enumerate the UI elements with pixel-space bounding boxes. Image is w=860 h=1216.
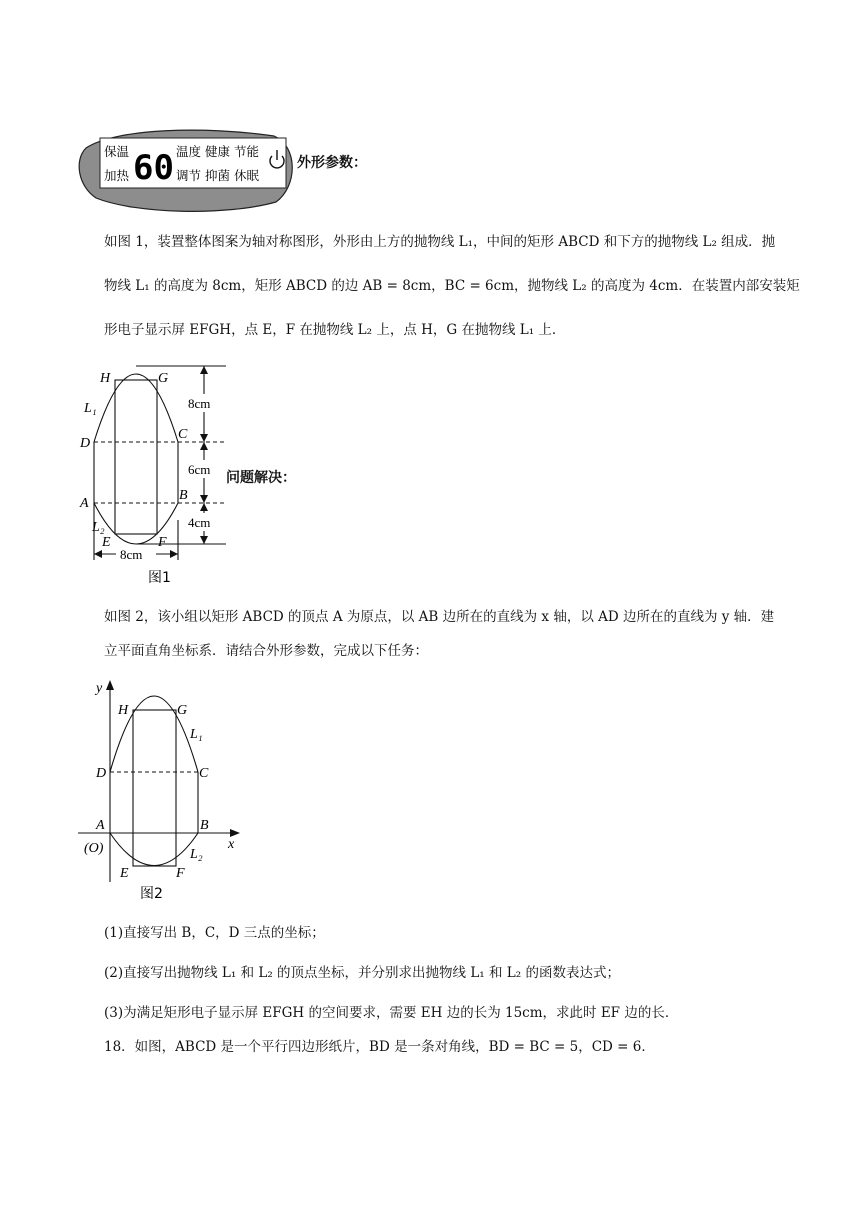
figure2-label-a: A: [96, 818, 105, 833]
figure2-label-e: E: [120, 866, 129, 881]
figure2-label-h: H: [118, 703, 129, 718]
figure2: [76, 676, 246, 906]
figure2-label-l2: L₂: [190, 847, 203, 862]
paragraph1-line1: 如图 1，装置整体图案为轴对称图形，外形由上方的抛物线 L₁，中间的矩形 ABCD 和下方的抛物线 L₂ 组成．抛: [104, 234, 776, 250]
paragraph1-line3: 形电子显示屏 EFGH，点 E，F 在抛物线 L₂ 上，点 H，G 在抛物线 L₁ 上．: [104, 322, 566, 338]
heading-problem-solving: 问题解决：: [226, 470, 296, 486]
figure1-dim-middle: 6cm: [188, 462, 211, 477]
task-2: (2)直接写出抛物线 L₁ 和 L₂ 的顶点坐标，并分别求出抛物线 L₁ 和 L₂ 的函数表达式；: [104, 965, 620, 981]
figure1-label-g: G: [158, 371, 169, 386]
control-panel-illustration: [76, 126, 296, 216]
figure2-caption: 图2: [140, 886, 163, 902]
figure2-label-d: D: [96, 766, 107, 781]
figure1-dim-width-label: 8cm: [120, 547, 143, 562]
next-question-18: 18．如图，ABCD 是一个平行四边形纸片，BD 是一条对角线，BD = BC = 5，CD = 6．: [104, 1039, 655, 1055]
figure2-label-l1: L₁: [190, 727, 203, 742]
figure2-label-g: G: [177, 703, 188, 718]
figure1-label-c: C: [178, 427, 188, 442]
heading-shape-params: 外形参数：: [297, 155, 367, 171]
figure1-label-d: D: [80, 436, 91, 451]
figure2-label-c: C: [199, 766, 209, 781]
figure2-screen-efgh: [133, 710, 176, 866]
figure1-label-l2: L₂: [92, 520, 105, 535]
figure2-label-o: (O): [84, 841, 104, 856]
panel-label-left-top: 保温: [104, 144, 130, 159]
figure2-label-f: F: [176, 866, 185, 881]
figure1-caption: 图1: [148, 570, 171, 586]
figure1-label-f: F: [158, 535, 167, 550]
paragraph2-line2: 立平面直角坐标系．请结合外形参数，完成以下任务：: [104, 643, 428, 659]
panel-label-mid-bottom: 调节 抑菌 休眠: [176, 168, 259, 183]
panel-label-left-bottom: 加热: [104, 168, 130, 183]
task-1: (1)直接写出 B，C，D 三点的坐标；: [104, 925, 325, 941]
figure1: [78, 360, 238, 590]
paragraph1-line2: 物线 L₁ 的高度为 8cm，矩形 ABCD 的边 AB = 8cm，BC = 6cm，抛物线 L₂ 的高度为 4cm．在装置内部安装矩: [104, 278, 800, 294]
figure1-label-h: H: [100, 371, 111, 386]
figure2-label-y: y: [96, 681, 103, 696]
figure1-label-l1: L₁: [84, 401, 97, 416]
figure1-label-b: B: [179, 488, 188, 503]
paragraph2-line1: 如图 2，该小组以矩形 ABCD 的顶点 A 为原点，以 AB 边所在的直线为 x 轴，以 AD 边所在的直线为 y 轴．建: [104, 609, 775, 625]
figure1-dim-bottom: 4cm: [188, 515, 211, 530]
figure1-dim-top: 8cm: [188, 396, 211, 411]
figure2-parabola-l2: [110, 833, 198, 866]
figure1-label-a: A: [80, 496, 89, 511]
panel-label-mid-top: 温度 健康 节能: [176, 144, 259, 159]
figure1-screen-efgh: [115, 380, 157, 534]
figure2-label-b: B: [200, 818, 209, 833]
figure2-label-x: x: [228, 837, 235, 852]
figure1-label-e: E: [102, 535, 111, 550]
panel-display-value: 60: [133, 148, 174, 188]
task-3: (3)为满足矩形电子显示屏 EFGH 的空间要求，需要 EH 边的长为 15cm，求此时 EF 边的长．: [104, 1005, 679, 1021]
